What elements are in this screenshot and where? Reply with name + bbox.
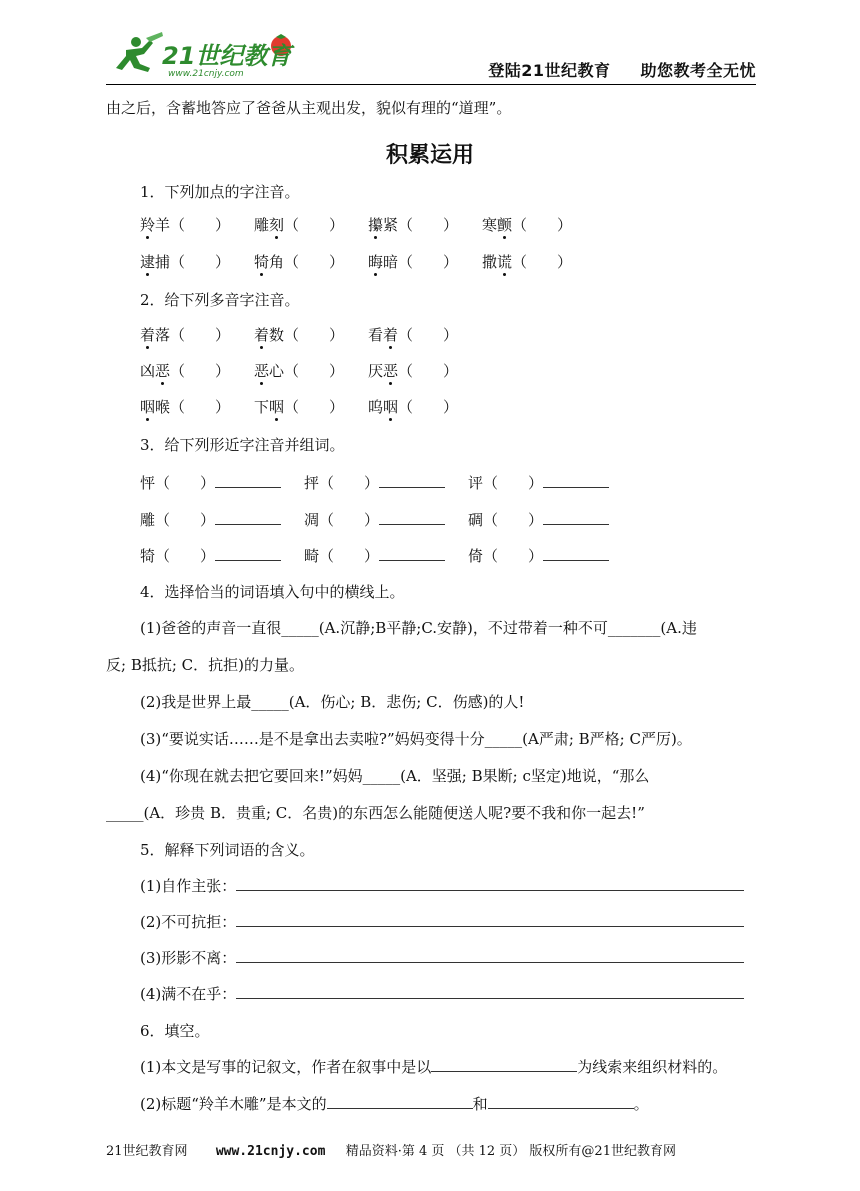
q6-sentence-1: (1)本文是写事的记叙文，作者在叙事中是以 为线索来组织材料的。 <box>140 1058 728 1076</box>
document-page: 21世纪教育 www.21cnjy.com 登陆21世纪教育 助您教考全无忧 由之后，含蓄地答应了爸爸从主观出发，貌似有理的“道理”。 积累运用 1．下列加点的字注音。 羚羊（ ） 雕刻（ ） 攥紧（ ） 寒颤（ ） 逮捕（ ） 犄角（ ） 晦暗（ ） 撒谎（ ） 2．给下列多音字注音。 着落（ ） 着数（ ） 看着（ ） 凶恶（ ） 恶心（ ） 厌恶（ ） 咽喉（ ） 下咽（ ） 呜咽（ ） 3．给下列形近字注音并组词。 怦（ ） 抨（ ） 评（ ） 雕（ ） 凋（ ） 碉（ ） 犄（ ） 畸（ ） 倚（ ） 4．选择恰当的词语填入句中的横线上。 (1)爸爸的声音一直很_____(A.沉静;B平静;C.安静)，不过带着一种不可_______(A.违 反; B抵抗; C．抗拒)的力量。 (2)我是世界上最_____(A．伤心; B．悲伤; C．伤感)的人! (3)“要说实话……是不是拿出去卖啦?”妈妈变得十分_____(A严肃; B严格; C严厉)。 (4)“你现在就去把它要回来!”妈妈_____(A．坚强; B果断; c坚定)地说，“那么 _____(A．珍贵 B．贵重; C．名贵)的东西怎么能随便送人呢?要不我和你一起去!” 5．解释下列词语的含义。 (1)自作主张： (2)不可抗拒： (3)形影不离： (4)满不在乎： 6．填空。 (1)本文是写事的记叙文，作者在叙事中是以 为线索来组织材料的。 (2)标题“羚羊木雕”是本文的 和 。 21世纪教育网 www.21cnjy.com 精品资料·第 4 页 （共 12 页） 版权所有@21世纪教育网 <box>0 0 860 1191</box>
q6-sentence-2: (2)标题“羚羊木雕”是本文的 和 。 <box>140 1095 649 1113</box>
q5-title: 5．解释下列词语的含义。 <box>140 841 315 859</box>
q2-item: 厌恶（ ） <box>368 362 459 380</box>
intro-line: 由之后，含蓄地答应了爸爸从主观出发，貌似有理的“道理”。 <box>106 99 512 117</box>
logo-text: 21世纪教育 <box>162 42 292 70</box>
q3-blank[interactable] <box>215 546 281 561</box>
q1-title: 1．下列加点的字注音。 <box>140 183 300 201</box>
header-divider <box>106 84 756 85</box>
q3-char: 雕 <box>140 511 156 529</box>
q3-blank[interactable] <box>215 510 281 525</box>
q3-char: 抨 <box>304 474 320 492</box>
answer-line[interactable] <box>236 948 744 963</box>
q2-item: 着数（ ） <box>254 326 345 344</box>
answer-line[interactable] <box>488 1094 634 1109</box>
q2-item: 呜咽（ ） <box>368 398 459 416</box>
runner-icon <box>116 32 163 72</box>
q3-char: 碉 <box>468 511 484 529</box>
q3-char: 畸 <box>304 547 320 565</box>
q1-item: 晦暗（ ） <box>368 253 459 271</box>
answer-line[interactable] <box>236 912 744 927</box>
q1-item: 雕刻（ ） <box>254 216 345 234</box>
q4-sentence-3: (3)“要说实话……是不是拿出去卖啦?”妈妈变得十分_____(A严肃; B严格; C严厉)。 <box>140 730 692 748</box>
q4-sentence-1a: (1)爸爸的声音一直很_____(A.沉静;B平静;C.安静)，不过带着一种不可_______(A.违 <box>140 619 697 637</box>
q5-item-4: (4)满不在乎： <box>140 984 744 1004</box>
q6-title: 6．填空。 <box>140 1022 210 1040</box>
q5-item-1: (1)自作主张： <box>140 876 744 896</box>
q2-item: 凶恶（ ） <box>140 362 231 380</box>
q2-item: 看着（ ） <box>368 326 459 344</box>
footer-url[interactable]: www.21cnjy.com <box>215 1144 326 1159</box>
answer-line[interactable] <box>431 1057 577 1072</box>
q1-item: 攥紧（ ） <box>368 216 459 234</box>
q2-item: 着落（ ） <box>140 326 231 344</box>
q5-item-3: (3)形影不离： <box>140 948 744 968</box>
page-footer <box>106 1140 756 1159</box>
q3-blank[interactable] <box>543 473 609 488</box>
q3-blank[interactable] <box>379 546 445 561</box>
q5-item-2: (2)不可抗拒： <box>140 912 744 932</box>
q3-char: 评 <box>468 474 484 492</box>
q3-char: 犄 <box>140 547 156 565</box>
q2-item: 咽喉（ ） <box>140 398 231 416</box>
q2-item: 下咽（ ） <box>254 398 345 416</box>
answer-line[interactable] <box>236 876 744 891</box>
logo-url: www.21cnjy.com <box>168 69 244 79</box>
header-slogan-right: 助您教考全无忧 <box>640 61 756 80</box>
q2-item: 恶心（ ） <box>254 362 345 380</box>
header-slogan <box>488 58 756 81</box>
q3-blank[interactable] <box>379 473 445 488</box>
q4-sentence-4a: (4)“你现在就去把它要回来!”妈妈_____(A．坚强; B果断; c坚定)地说，“那么 <box>140 767 650 785</box>
answer-line[interactable] <box>236 984 744 999</box>
logo <box>106 30 306 80</box>
q4-sentence-2: (2)我是世界上最_____(A．伤心; B．悲伤; C．伤感)的人! <box>140 693 525 711</box>
q3-blank[interactable] <box>379 510 445 525</box>
q1-item: 犄角（ ） <box>254 253 345 271</box>
q1-item: 羚羊（ ） <box>140 216 231 234</box>
answer-line[interactable] <box>327 1094 473 1109</box>
q3-blank[interactable] <box>543 510 609 525</box>
q3-char: 怦 <box>140 474 156 492</box>
q1-item: 逮捕（ ） <box>140 253 231 271</box>
footer-info: 精品资料·第 4 页 （共 12 页） 版权所有@21世纪教育网 <box>345 1144 676 1159</box>
q3-blank[interactable] <box>543 546 609 561</box>
q2-title: 2．给下列多音字注音。 <box>140 291 300 309</box>
q1-item: 撒谎（ ） <box>482 253 573 271</box>
footer-site: 21世纪教育网 <box>106 1144 188 1159</box>
q4-sentence-4b: _____(A．珍贵 B．贵重; C．名贵)的东西怎么能随便送人呢?要不我和你一起去!” <box>106 804 645 822</box>
q3-char: 倚 <box>468 547 484 565</box>
header-slogan-left: 登陆21世纪教育 <box>488 61 611 80</box>
q3-char: 凋 <box>304 511 320 529</box>
q3-title: 3．给下列形近字注音并组词。 <box>140 436 345 454</box>
q3-blank[interactable] <box>215 473 281 488</box>
q1-item: 寒颤（ ） <box>482 216 573 234</box>
page-header <box>106 28 756 84</box>
q4-title: 4．选择恰当的词语填入句中的横线上。 <box>140 583 405 601</box>
section-title: 积累运用 <box>385 143 474 168</box>
q4-sentence-1b: 反; B抵抗; C．抗拒)的力量。 <box>106 656 304 674</box>
